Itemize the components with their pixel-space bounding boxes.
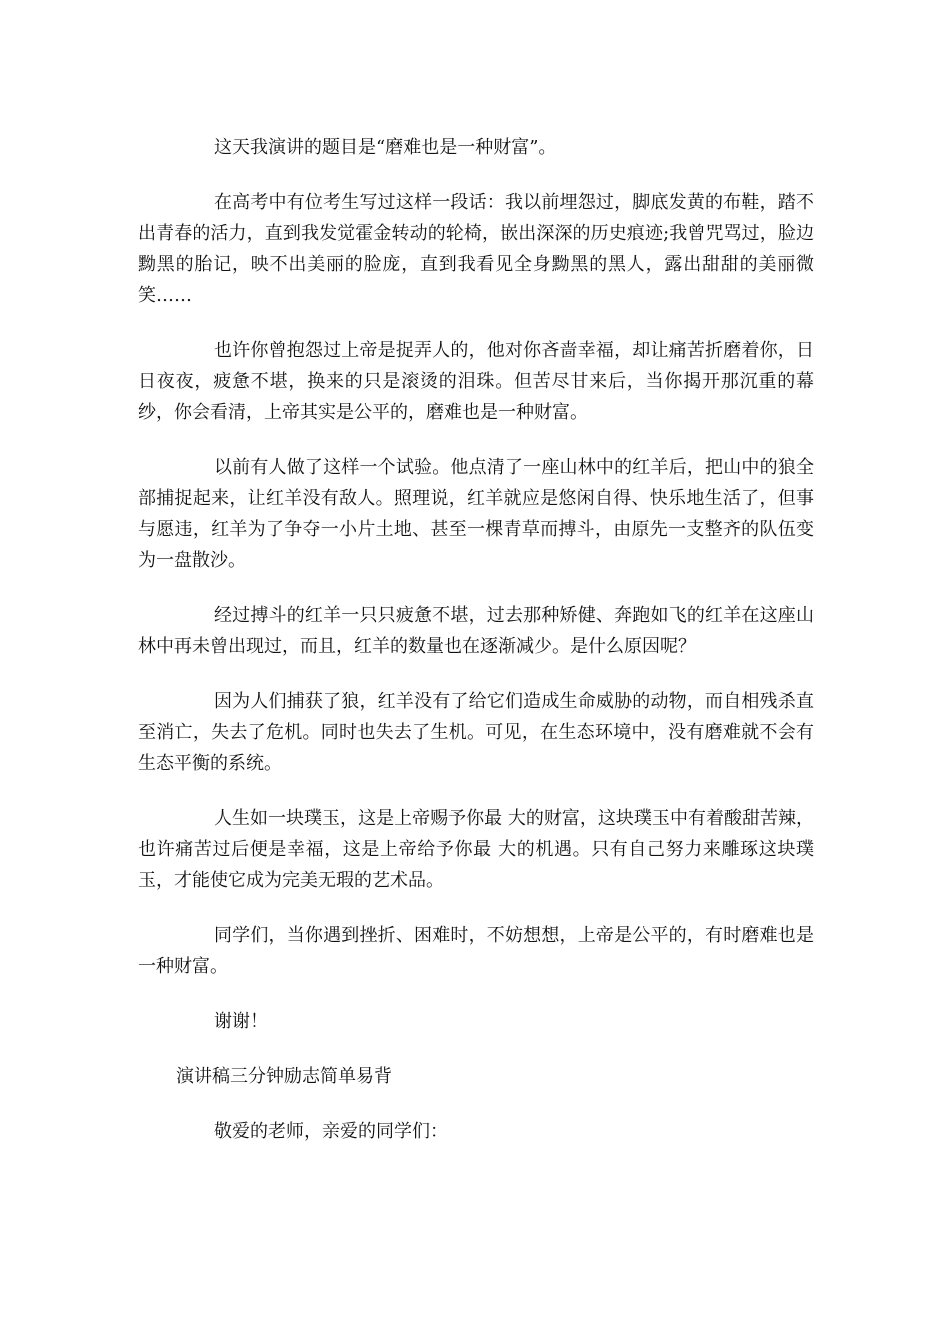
paragraph-greeting: 敬爱的老师，亲爱的同学们： xyxy=(214,1121,448,1142)
paragraph-title-intro: 这天我演讲的题目是“磨难也是一种财富”。 xyxy=(214,137,557,158)
paragraph-classmates: 同学们，当你遇到挫折、困难时，不妨想想，上帝是公平的，有时磨难也是一种财富。 xyxy=(138,925,814,977)
paragraph-complaint: 也许你曾抱怨过上帝是捉弄人的，他对你吝啬幸福，却让痛苦折磨着你，日日夜夜，疲惫不堪，换来的只是滚烫的泪珠。但苦尽甘来后，当你揭开那沉重的幕纱，你会看清，上帝其实是公平的，磨难也是一种财富。 xyxy=(138,340,814,423)
paragraph-exam-quote: 在高考中有位考生写过这样一段话：我以前埋怨过，脚底发黄的布鞋，踏不出青春的活力，直到我发觉霍金转动的轮椅，嵌出深深的历史痕迹;我曾咒骂过，脸边黝黑的胎记，映不出美丽的脸庞，直到我看见全身黝黑的黑人，露出甜甜的美丽微笑…… xyxy=(138,192,814,306)
paragraph-jade: 人生如一块璞玉，这是上帝赐予你最 大的财富，这块璞玉中有着酸甜苦辣，也许痛苦过后便是幸福，这是上帝给予你最 大的机遇。只有自己努力来雕琢这块璞玉，才能使它成为完美无瑕的艺术品。 xyxy=(138,808,814,891)
paragraph-thanks: 谢谢！ xyxy=(214,1011,268,1032)
section-heading: 演讲稿三分钟励志简单易背 xyxy=(176,1066,392,1087)
paragraph-red-sheep: 经过搏斗的红羊一只只疲惫不堪，过去那种矫健、奔跑如飞的红羊在这座山林中再未曾出现过，而且，红羊的数量也在逐渐减少。是什么原因呢？ xyxy=(138,605,814,657)
document-body xyxy=(138,132,814,1171)
paragraph-reason: 因为人们捕获了狼，红羊没有了给它们造成生命威胁的动物，而自相残杀直至消亡，失去了危机。同时也失去了生机。可见，在生态环境中，没有磨难就不会有生态平衡的系统。 xyxy=(138,691,814,774)
paragraph-experiment: 以前有人做了这样一个试验。他点清了一座山林中的红羊后，把山中的狼全部捕捉起来，让红羊没有敌人。照理说，红羊就应是悠闲自得、快乐地生活了，但事与愿违，红羊为了争夺一小片土地、甚至一棵青草而搏斗，由原先一支整齐的队伍变为一盘散沙。 xyxy=(138,457,814,571)
